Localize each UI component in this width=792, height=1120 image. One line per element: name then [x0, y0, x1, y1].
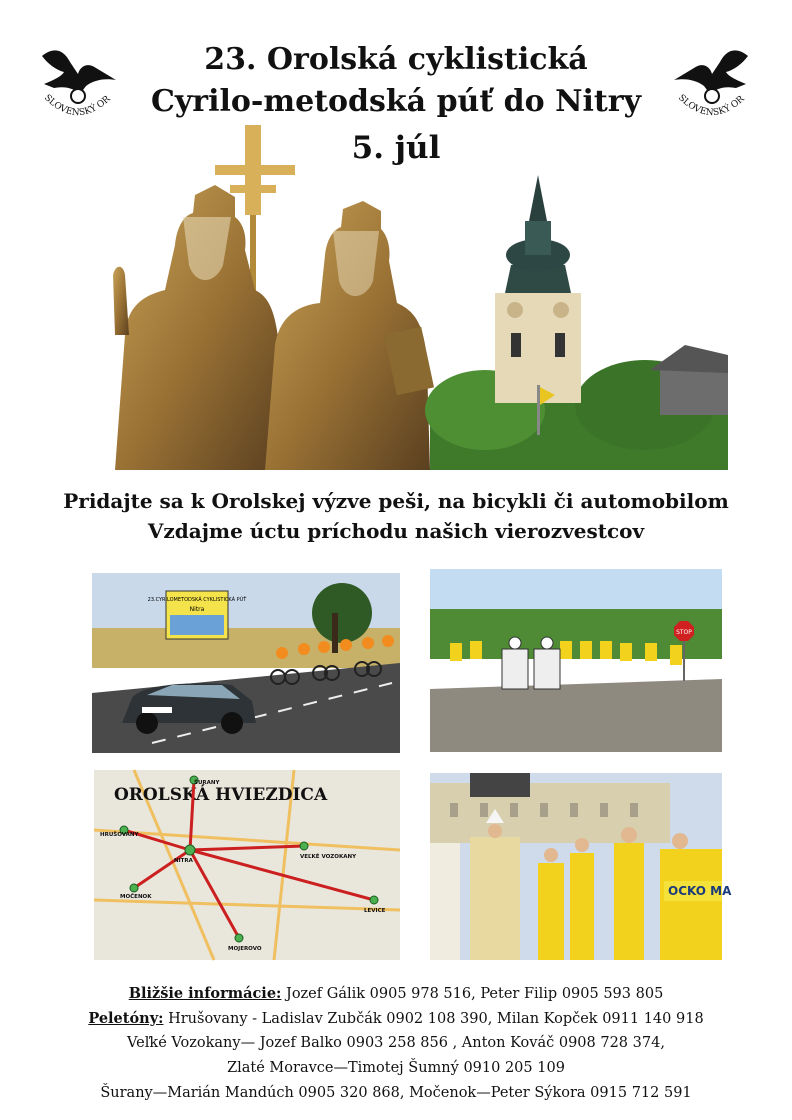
- stop-sign-text: STOP: [676, 629, 692, 636]
- eagle-icon: [42, 50, 116, 103]
- map-place-6: LEVICE: [364, 908, 386, 914]
- info-peleton-label: Peletóny:: [88, 1010, 164, 1027]
- photo-car-and-cyclists: [92, 573, 400, 753]
- route-map-orolska-hviezdica: [94, 770, 400, 960]
- logo-text-left: SLOVENSKÝ OR: [42, 93, 113, 119]
- banner-subtext: Nitra: [189, 606, 205, 613]
- map-place-5: ŠURANY: [194, 780, 220, 786]
- info-more-text: Jozef Gálik 0905 978 516, Peter Filip 0905 593 805: [281, 986, 664, 1002]
- slovensky-orol-logo-right: [668, 36, 756, 124]
- eagle-icon: [674, 50, 748, 103]
- info-peleton-text: Hrušovany - Ladislav Zubčák 0902 108 390, Milan Kopček 0911 140 918: [163, 1011, 704, 1027]
- title-line-1: 23. Orolská cyklistická: [204, 42, 588, 77]
- info-line-vozokany: Veľké Vozokany— Jozef Balko 0903 258 856 , Anton Kováč 0908 728 374,: [127, 1035, 665, 1051]
- crowd-sign-text: OCKO MA: [668, 884, 732, 898]
- title-line-3-date: 5. júl: [351, 130, 441, 166]
- info-line-more: [40, 985, 752, 1002]
- info-more-label: Bližšie informácie:: [128, 985, 282, 1002]
- map-place-1: HRUŠOVANY: [100, 832, 139, 838]
- map-title: OROLSKÁ HVIEZDICA: [114, 785, 328, 805]
- info-line-moravce: Zlaté Moravce—Timotej Šumný 0910 205 109: [227, 1060, 565, 1076]
- banner-text: 23.CYRILOMETODSKÁ CYKLISTICKÁ PÚŤ: [147, 597, 247, 603]
- info-line-peletons: [40, 1010, 752, 1027]
- title-line-2: Cyrilo-metodská púť do Nitry: [150, 84, 642, 119]
- map-place-7: MOJEROVO: [228, 946, 262, 952]
- photo-police-escort-cyclists: [430, 569, 722, 752]
- tagline-line-1: Pridajte sa k Orolskej výzve peši, na bicykli či automobilom: [63, 489, 729, 513]
- tagline-line-2: Vzdajme úctu príchodu našich vierozvestcov: [147, 519, 645, 543]
- map-place-3: VEĽKÉ VOZOKANY: [300, 854, 357, 860]
- logo-text-right: SLOVENSKÝ OR: [676, 93, 747, 119]
- map-place-4: MOČENOK: [120, 894, 152, 900]
- info-line-surany-mocenok: Šurany—Marián Mandúch 0905 320 868, Močenok—Peter Sýkora 0915 712 591: [100, 1085, 692, 1101]
- slovensky-orol-logo-left: [34, 36, 122, 124]
- hero-image-saints-and-cathedral: [85, 125, 728, 470]
- photo-bishop-and-pilgrims: [430, 773, 732, 960]
- map-place-2: NITRA: [174, 858, 193, 864]
